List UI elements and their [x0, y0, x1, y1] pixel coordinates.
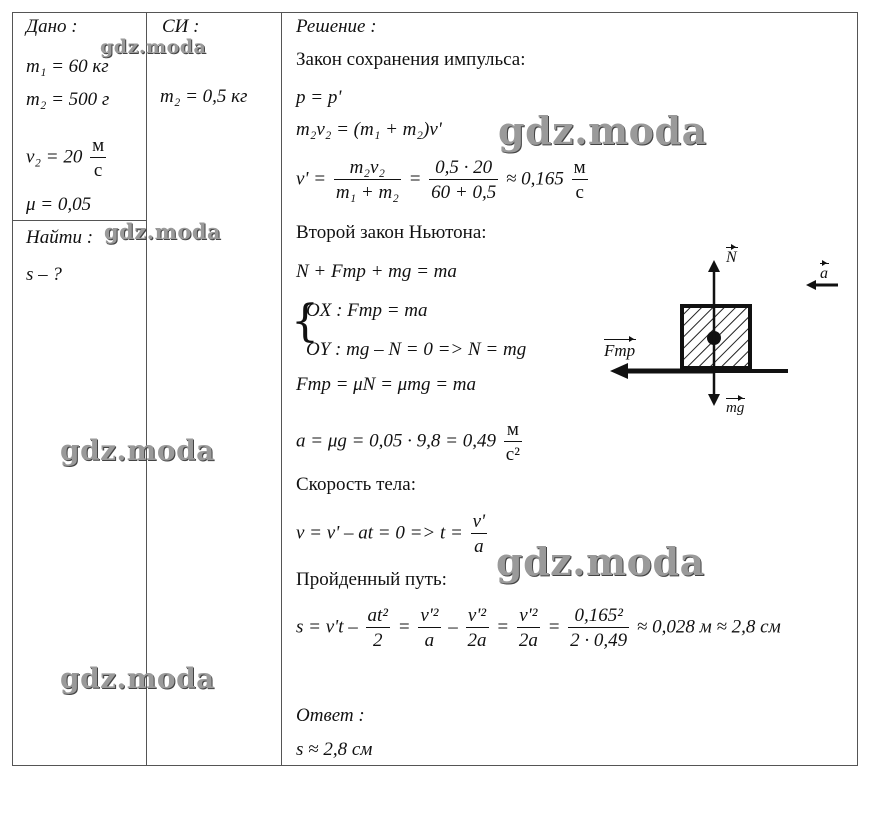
given-m1: m₁ = 60 кг — [26, 56, 109, 77]
friction-equation: Fтр = μN = μmg = ma — [296, 374, 476, 395]
system-brace: { — [291, 296, 319, 347]
path-equation — [296, 606, 781, 650]
given-v2-unit-den: с — [93, 160, 103, 181]
diagram-label-a-text: a — [820, 265, 828, 282]
diagram-label-N-text: N — [726, 249, 737, 266]
path-frac5-den: 2 · 0,49 — [570, 630, 628, 651]
si-m2: m₂ = 0,5 кг — [160, 86, 248, 107]
v-prime-result: ≈ 0,165 — [505, 168, 564, 190]
diagram-label-N — [726, 250, 737, 266]
path-frac3 — [466, 606, 489, 650]
acceleration-unit — [504, 420, 522, 464]
v-prime-frac2 — [429, 158, 498, 202]
diagram-label-F — [604, 342, 635, 359]
watermark-3: gdz.moda — [104, 219, 222, 244]
momentum-title: Закон сохранения импульса: — [296, 49, 526, 70]
given-header: Дано : — [26, 16, 78, 37]
given-v2 — [26, 136, 109, 180]
path-title: Пройденный путь: — [296, 569, 447, 590]
v-prime-frac2-den: 60 + 0,5 — [431, 182, 497, 203]
speed-frac-num: v' — [472, 511, 486, 532]
speed-lhs: v = v' – at = 0 => t = — [296, 522, 463, 544]
newton-vector-equation: N + Fтр + mg = ma — [296, 261, 457, 282]
speed-frac-den: a — [474, 536, 484, 557]
v-prime-equation — [296, 158, 591, 202]
given-m2: m₂ = 500 г — [26, 89, 110, 110]
watermark-1: gdz.moda — [100, 36, 207, 58]
path-frac1-num: at² — [367, 605, 388, 626]
path-frac1-den: 2 — [372, 630, 383, 651]
acceleration-equation — [296, 420, 525, 464]
diagram-label-a — [820, 266, 828, 282]
path-frac3-den: 2a — [467, 630, 487, 651]
path-eq-sign-2: = — [496, 616, 510, 638]
speed-title: Скорость тела: — [296, 474, 416, 495]
path-frac2-num: v'² — [420, 605, 439, 626]
speed-equation — [296, 512, 490, 556]
answer-value: s ≈ 2,8 см — [296, 739, 373, 760]
column-divider-si-solution — [281, 12, 282, 766]
newton-ox: OX : Fтр = ma — [306, 300, 428, 321]
v-prime-frac2-num: 0,5 · 20 — [429, 158, 498, 180]
momentum-eq1: p = p' — [296, 87, 342, 108]
gravity-arrowhead — [708, 394, 720, 406]
given-v2-lhs: v₂ = 20 — [26, 146, 83, 168]
v-prime-frac1-num: m₂v₂ — [334, 158, 401, 180]
v-prime-lhs: v' = — [296, 168, 327, 190]
v-prime-unit-den: с — [575, 182, 584, 203]
path-frac1 — [366, 606, 390, 650]
watermark-2: gdz.moda — [498, 108, 707, 153]
v-prime-equals: = — [408, 168, 422, 190]
given-mu: μ = 0,05 — [26, 194, 92, 215]
find-header: Найти : — [26, 227, 94, 248]
path-frac4-num: v'² — [517, 606, 540, 628]
momentum-eq2: m₂v₂ = (m₁ + m₂)v' — [296, 119, 442, 140]
path-eq-sign-1: = — [397, 616, 411, 638]
path-result: ≈ 0,028 м ≈ 2,8 см — [636, 616, 781, 638]
path-frac4-den: 2a — [518, 630, 538, 651]
newton-oy: OY : mg – N = 0 => N = mg — [306, 339, 527, 360]
diagram-label-mg — [726, 401, 744, 416]
v-prime-frac1-den: m₁ + m₂ — [335, 182, 399, 203]
path-frac2 — [418, 606, 440, 650]
diagram-label-F-text: Fтр — [604, 341, 636, 360]
path-frac2-den: a — [424, 630, 435, 651]
diagram-label-mg-text: mg — [726, 400, 745, 416]
path-lhs: s = v't – — [296, 616, 358, 638]
path-minus-sign: – — [448, 616, 458, 638]
friction-arrowhead — [610, 363, 628, 379]
acceleration-unit-den: с² — [505, 444, 520, 465]
find-s: s – ? — [26, 264, 62, 285]
watermark-4: gdz.moda — [60, 434, 215, 467]
table-left-border — [12, 12, 13, 766]
given-v2-unit-num: м — [92, 135, 105, 156]
newton-title: Второй закон Ньютона: — [296, 222, 487, 243]
table-top-border — [12, 12, 858, 13]
table-bottom-border — [12, 765, 858, 766]
column-divider-given-si — [146, 12, 147, 766]
v-prime-frac1 — [334, 158, 401, 202]
v-prime-unit-num: м — [573, 157, 586, 178]
solution-header: Решение : — [296, 16, 377, 37]
v-prime-unit — [572, 158, 588, 202]
acceleration-lhs: a = μg = 0,05 · 9,8 = 0,49 — [296, 430, 497, 452]
speed-frac — [471, 512, 488, 556]
given-v2-unit — [90, 136, 106, 180]
path-frac3-num: v'² — [466, 606, 489, 628]
path-frac5 — [568, 606, 629, 650]
answer-header: Ответ : — [296, 705, 365, 726]
acceleration-arrowhead — [806, 280, 816, 290]
watermark-6: gdz.moda — [60, 662, 215, 695]
si-header: СИ : — [162, 16, 200, 37]
watermark-5: gdz.moda — [496, 539, 705, 584]
normal-force-arrowhead — [708, 260, 720, 272]
path-frac5-num: 0,165² — [568, 606, 629, 628]
acceleration-unit-num: м — [504, 420, 522, 442]
path-frac4 — [517, 606, 540, 650]
path-eq-sign-3: = — [547, 616, 561, 638]
